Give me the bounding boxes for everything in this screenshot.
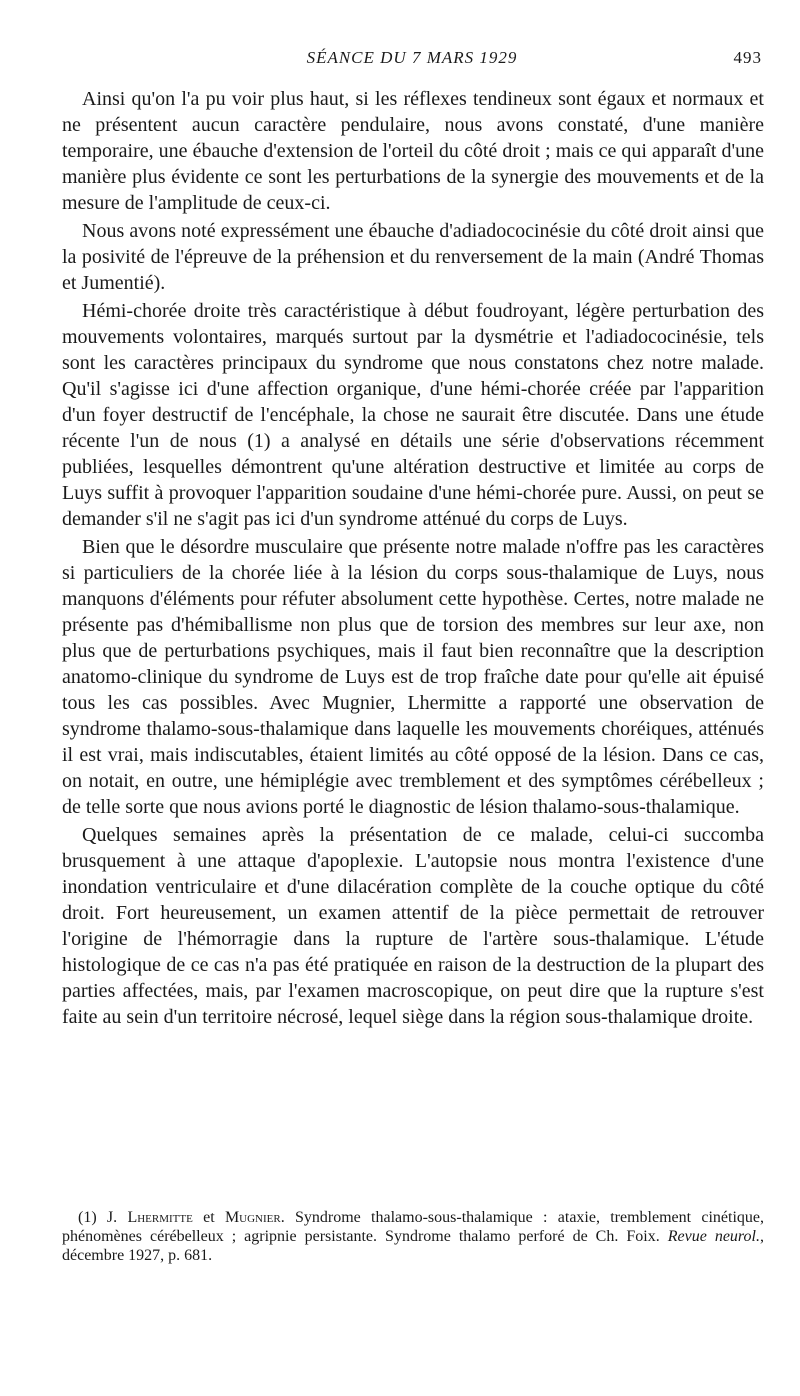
- footnote-author-1: Lhermitte: [127, 1209, 193, 1226]
- paragraph-5: Quelques semaines après la présentation de ce malade, celui-ci succomba brusquement à une attaque d'apoplexie. L'autopsie nous montra l'existence d'une inondation ventriculaire et d'une dilacération complète de la couche optique du côté droit. Fort heureusement, un examen attentif de la pièce permettait de retrouver l'origine de l'hémorragie dans la rupture de l'artère sous-thalamique. L'étude histologique de ce cas n'a pas été pratiquée en raison de la destruction de la plupart des parties affectées, mais, par l'examen macroscopique, on peut dire que la rupture s'est faite au sein d'un territoire nécrosé, lequel siège dans la région sous-thalamique droite.: [62, 824, 764, 1028]
- page-number: 493: [733, 48, 762, 67]
- paragraph-3: Hémi-chorée droite très caractéristique à début foudroyant, légère perturbation des mouvements volontaires, marqués surtout par la dysmétrie et l'adiadococinésie, tels sont les caractères principaux du syndrome que nous constatons chez notre malade. Qu'il s'agisse ici d'une affection organique, d'une hémi-chorée créée par l'apparition d'un foyer destructif de l'encéphale, la chose ne saurait être discutée. Dans une étude récente l'un de nous (1) a analysé en détails une série d'observations récemment publiées, lesquelles démontrent qu'une altération destructive et limitée au corps de Luys suffit à provoquer l'apparition soudaine d'une hémi-chorée pure. Aussi, on peut se demander s'il ne s'agit pas ici d'un syndrome atténué du corps de Luys.: [62, 300, 764, 530]
- footnote-journal: Revue neurol.: [667, 1228, 761, 1245]
- footnote-body: . Syndrome thalamo-sous-thalamique : ataxie, tremblement cinétique, phénomènes cérébelleux ; agripnie persistante. Syndrome thalamo perforé de Ch. Foix.: [62, 1209, 765, 1245]
- footnote-text: [62, 1208, 764, 1265]
- running-head: [62, 48, 762, 72]
- paragraph-2: Nous avons noté expressément une ébauche d'adiadococinésie du côté droit ainsi que la posivité de l'épreuve de la préhension et du renversement de la main (André Thomas et Jumentié).: [62, 220, 764, 294]
- body-text: [62, 86, 764, 1032]
- footnote-marker: (1) J.: [78, 1209, 118, 1226]
- footnote-citation: , décembre 1927, p. 681.: [62, 1228, 765, 1264]
- paragraph-1: Ainsi qu'on l'a pu voir plus haut, si les réflexes tendineux sont égaux et normaux et ne présentent aucun caractère pendulaire, nous avons constaté, d'une manière temporaire, une ébauche d'extension de l'orteil du côté droit ; mais ce qui apparaît d'une manière plus évidente ce sont les perturbations de la synergie des mouvements et de la mesure de l'amplitude de ceux-ci.: [62, 88, 764, 214]
- footnote: [62, 1208, 764, 1265]
- running-title: SÉANCE DU 7 MARS 1929: [306, 48, 518, 67]
- paragraph-4: Bien que le désordre musculaire que présente notre malade n'offre pas les caractères si particuliers de la chorée liée à la lésion du corps sous-thalamique de Luys, nous manquons d'éléments pour réfuter absolument cette hypothèse. Certes, notre malade ne présente pas d'hémiballisme non plus que de torsion des membres sur leur axe, non plus que de perturbations psychiques, mais il faut bien reconnaître que la description anatomo-clinique du syndrome de Luys est de trop fraîche date pour qu'elle ait épuisé tous les cas possibles. Avec Mugnier, Lhermitte a rapporté une observation de syndrome thalamo-sous-thalamique dans laquelle les mouvements choréiques, atténués il est vrai, mais indiscutables, étaient limités au côté opposé de la lésion. Dans ce cas, on notait, en outre, une hémiplégie avec tremblement et des symptômes cérébelleux ; de telle sorte que nous avions porté le diagnostic de lésion thalamo-sous-thalamique.: [62, 536, 764, 818]
- footnote-author-2: Mugnier: [224, 1209, 281, 1226]
- footnote-conjunction: et: [203, 1209, 215, 1226]
